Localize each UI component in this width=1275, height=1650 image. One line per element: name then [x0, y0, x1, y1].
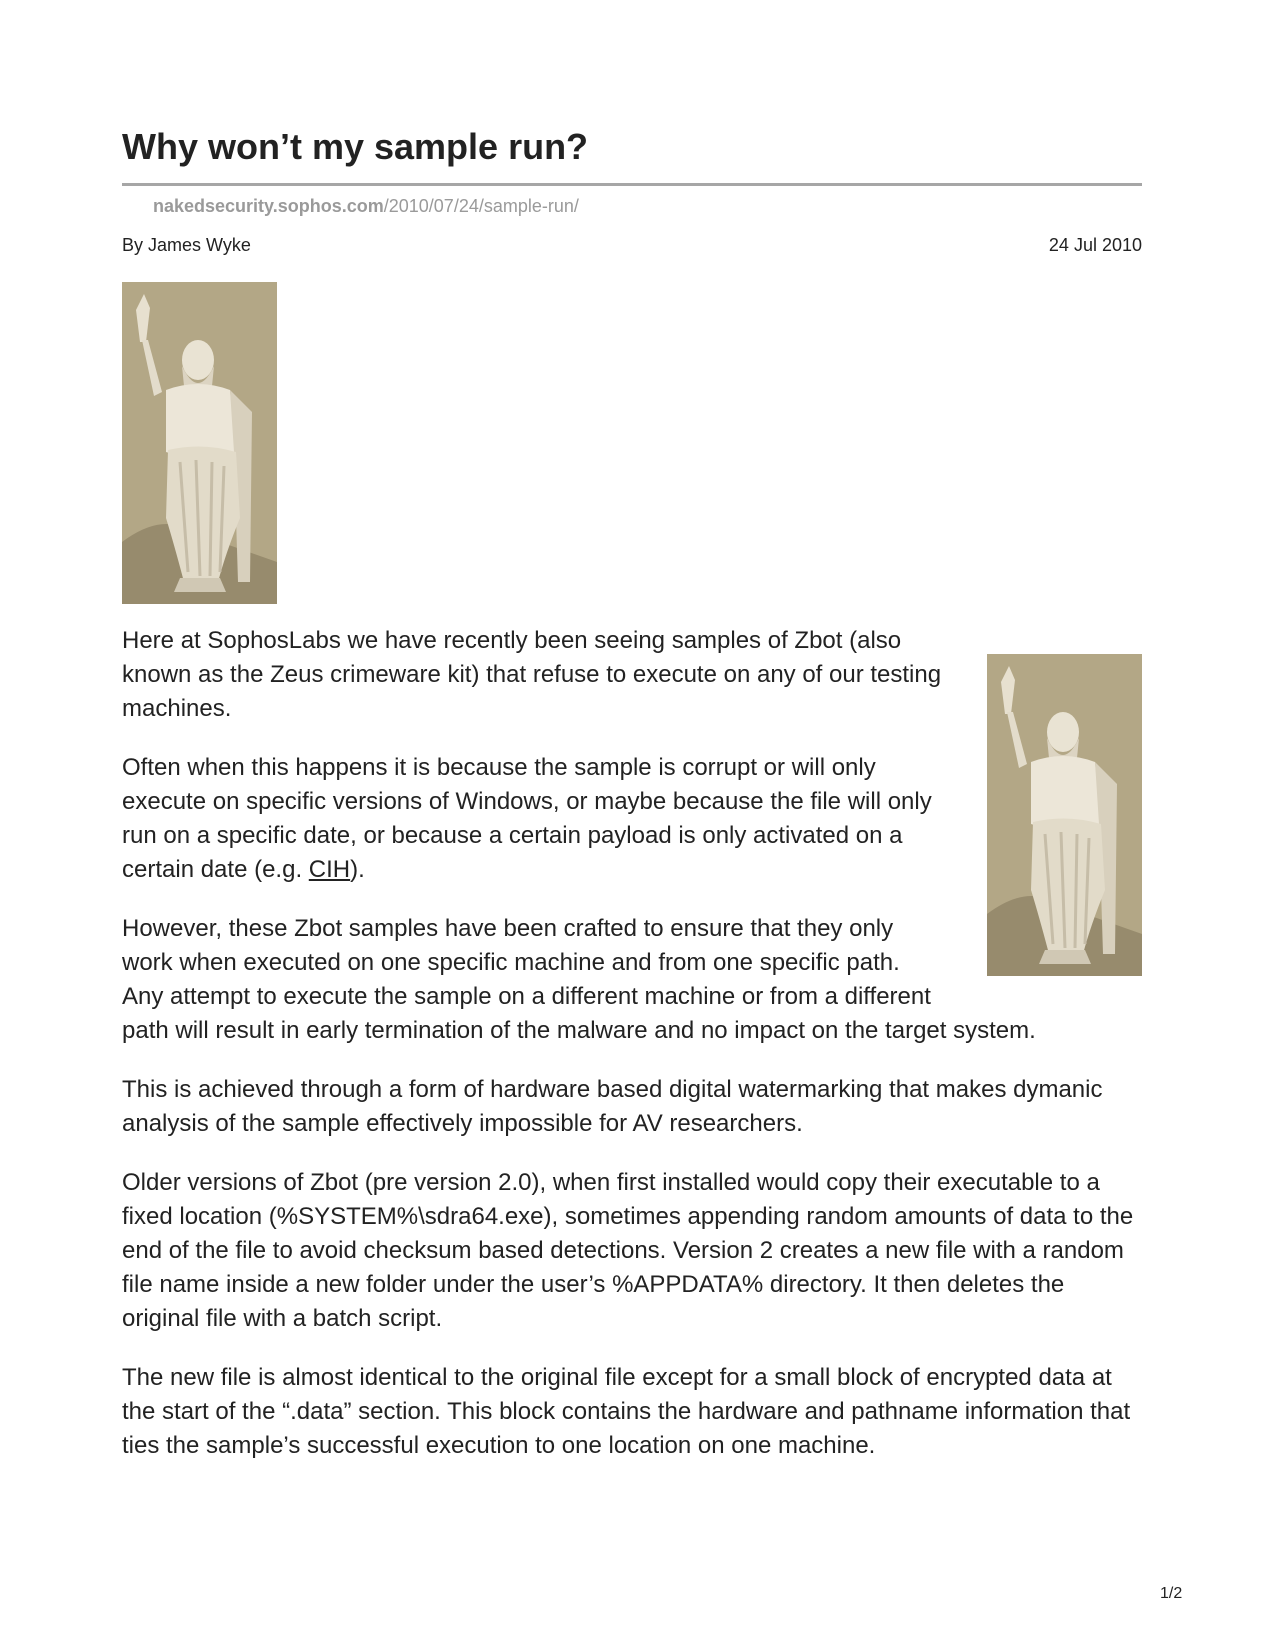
paragraph-corrupt-samples: [122, 751, 962, 887]
paragraph-crafted-samples: [122, 912, 1142, 1048]
source-path: /2010/07/24/sample-run/: [383, 196, 579, 216]
cih-link[interactable]: CIH: [308, 856, 351, 883]
paragraph-watermarking: This is achieved through a form of hardware based digital watermarking that makes dymanic analysis of the sample effectively impossible for AV researchers.: [122, 1076, 1103, 1137]
paragraph-new-file: The new file is almost identical to the original file except for a small block of encrypted data at the start of the “.data” section. This block contains the hardware and pathname information that ties the sample’s successful execution to one location on one machine.: [122, 1364, 1131, 1459]
zeus-statue-image: [122, 282, 277, 604]
paragraph-line: path will result in early termination of the malware and no impact on the target system.: [122, 1017, 1036, 1044]
paragraph-line: However, these Zbot samples have been crafted to ensure that they only: [122, 915, 894, 942]
paragraph-text: Often when this happens it is because the sample is corrupt or will only execute on specific versions of Windows, or maybe because the file will only run on a specific date, or because a certain payload is only activated on a certain date (e.g.: [122, 754, 932, 883]
paragraph-intro: Here at SophosLabs we have recently been seeing samples of Zbot (also known as the Zeus crimeware kit) that refuse to execute on any of our testing machines.: [122, 627, 942, 722]
paragraph-line: work when executed on one specific machine and from one specific path.: [122, 949, 900, 976]
paragraph-older-versions: Older versions of Zbot (pre version 2.0), when first installed would copy their executable to a fixed location (%SYSTEM%\sdra64.exe), sometimes appending random amounts of data to the end of the file to avoid checksum based detections. Version 2 creates a new file with a random file name inside a new folder under the user’s %APPDATA% directory. It then deletes the original file with a batch script.: [122, 1169, 1134, 1332]
paragraph-text: ).: [350, 856, 365, 883]
source-url[interactable]: [153, 196, 579, 217]
article-title: Why won’t my sample run?: [122, 126, 589, 167]
page-number: 1/2: [1160, 1585, 1183, 1602]
title-divider: [122, 183, 1142, 186]
statue-illustration: [122, 282, 277, 604]
paragraph-line: Any attempt to execute the sample on a different machine or from a different: [122, 983, 931, 1010]
source-domain: nakedsecurity.sophos.com: [153, 196, 384, 216]
article-body: [122, 624, 1142, 1488]
author-byline: By James Wyke: [122, 235, 251, 255]
publish-date: 24 Jul 2010: [1048, 235, 1142, 255]
